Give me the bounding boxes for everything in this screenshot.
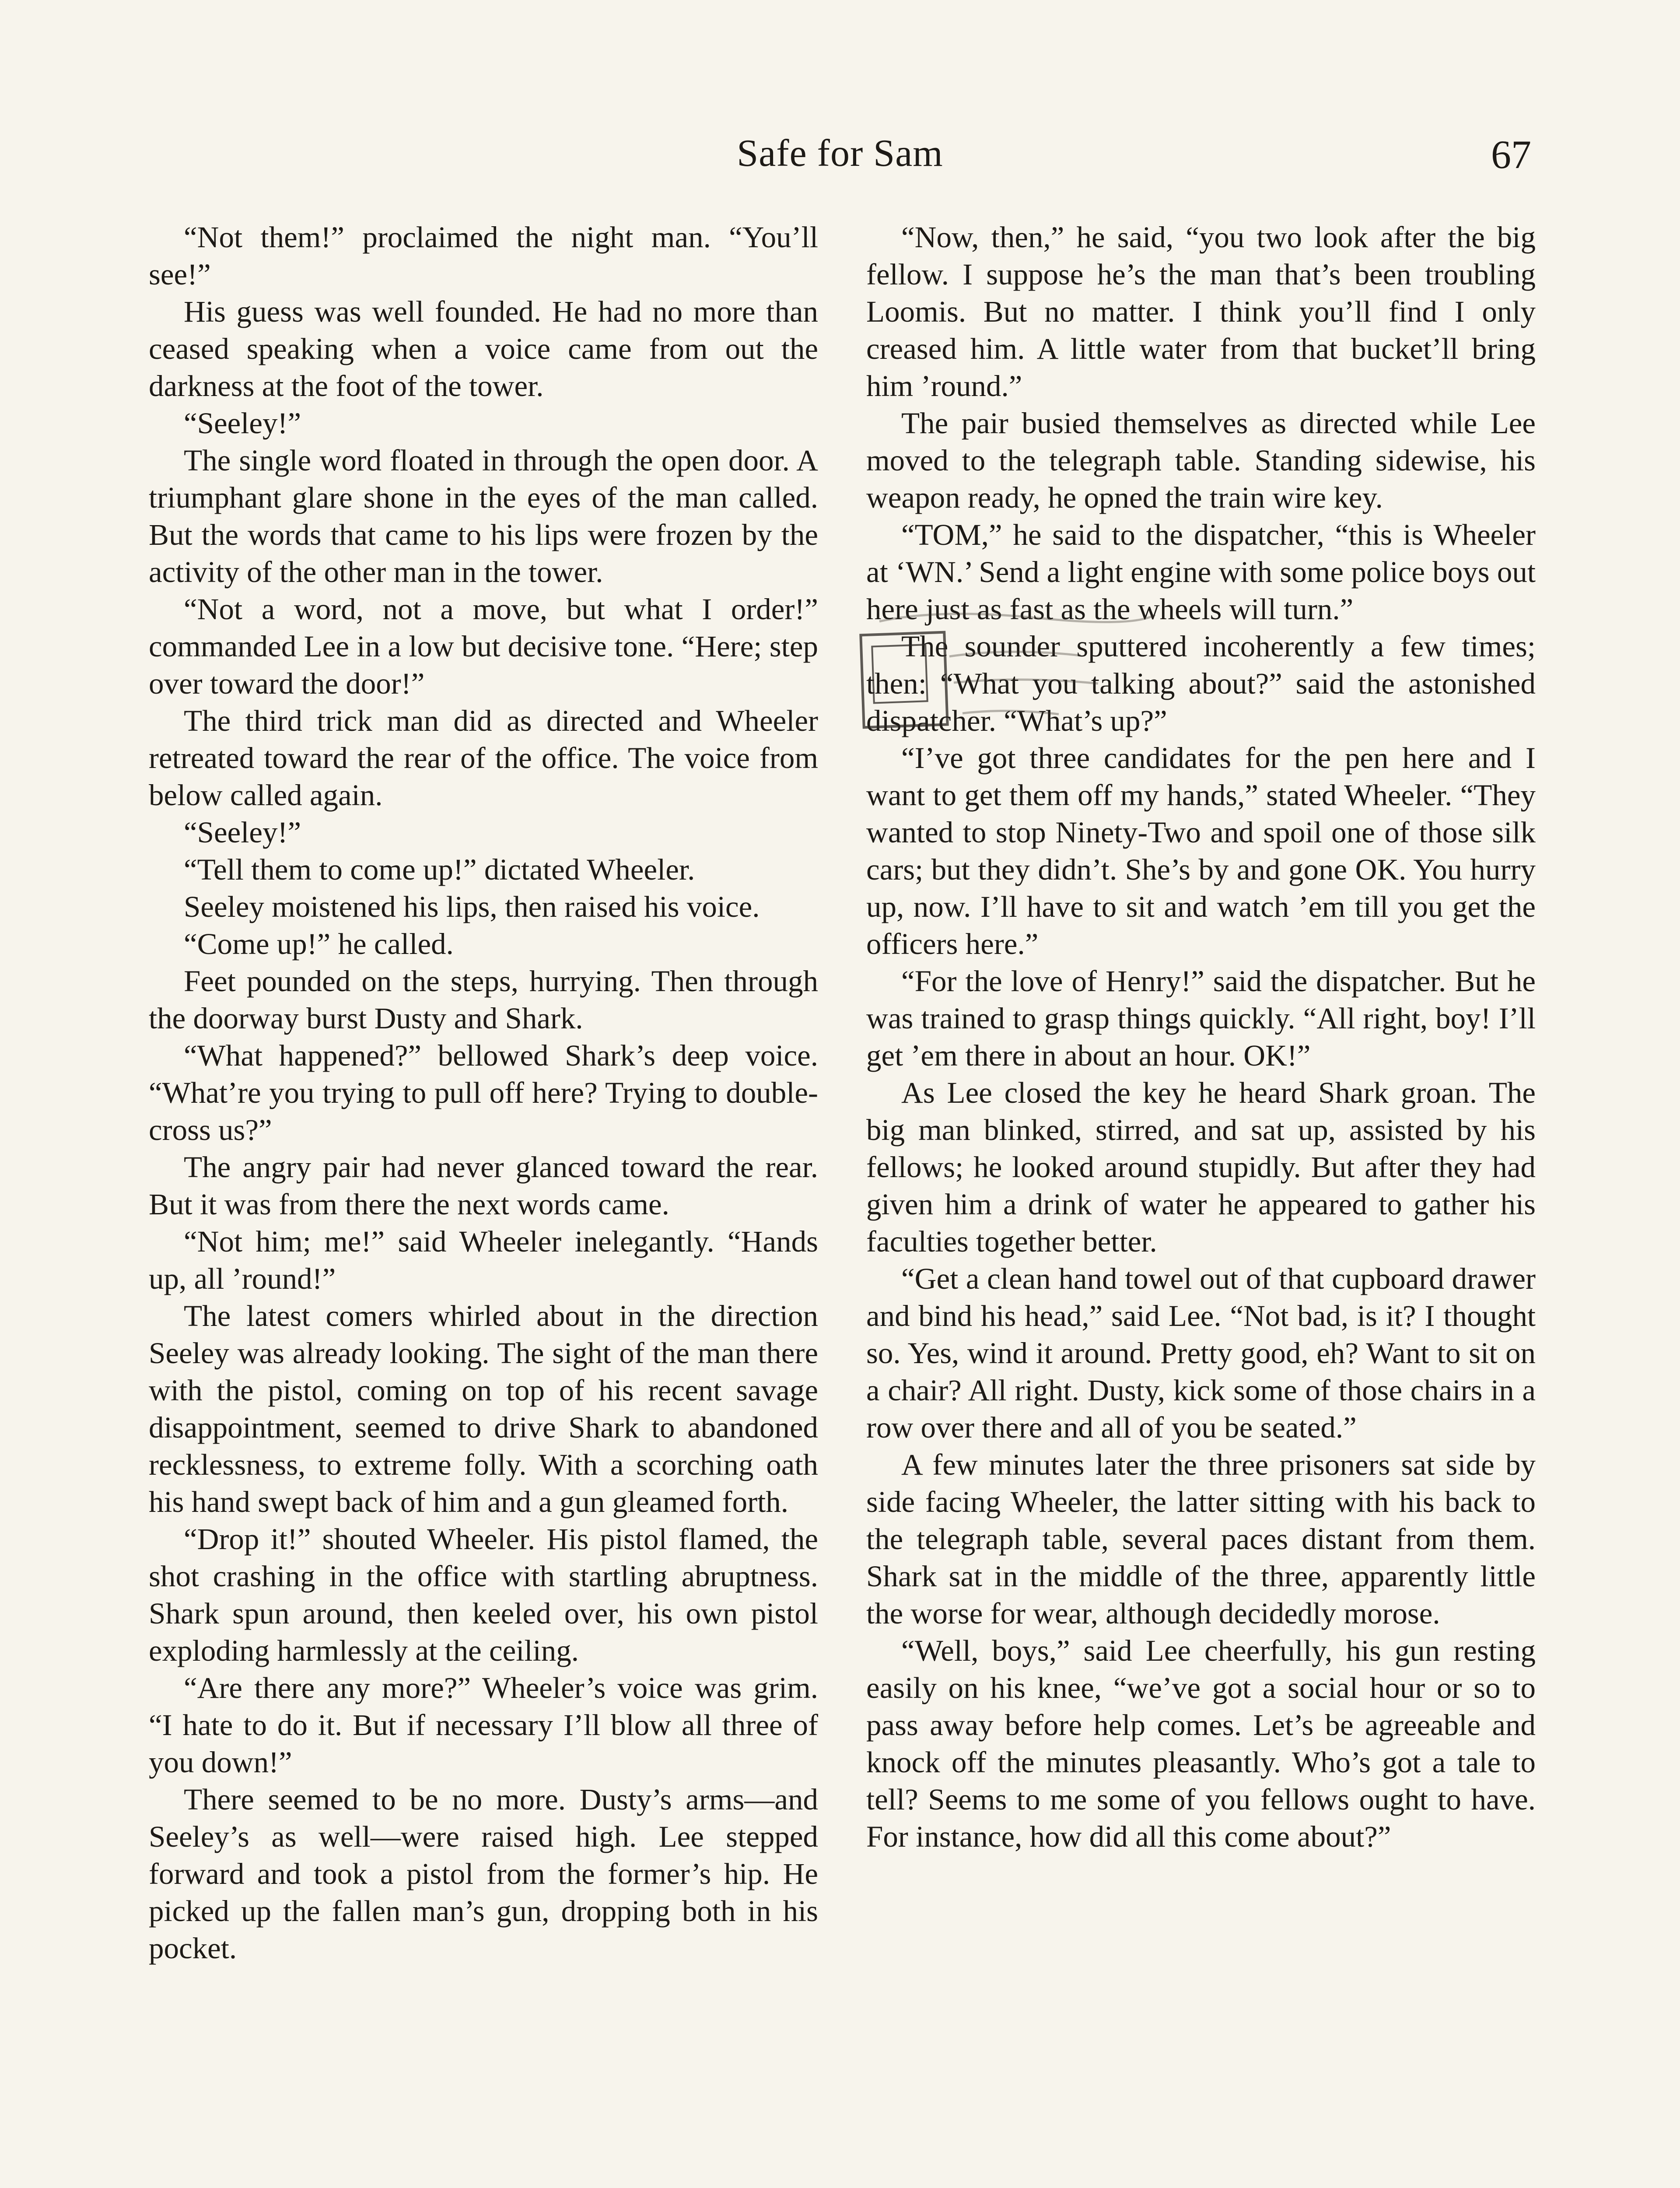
- paragraph: “TOM,” he said to the dispatcher, “this is Wheeler at ‘WN.’ Send a light engine with some police boys out here just as fast as the wheels will turn.”: [866, 518, 1536, 626]
- paragraph: “Now, then,” he said, “you two look after the big fellow. I suppose he’s the man that’s been troubling Loomis. But no matter. I think you’ll find I only creased him. A little water from that bucket’ll bring him ’round.”: [866, 221, 1536, 403]
- paragraph: “Not them!” proclaimed the night man. “You’ll see!”: [149, 221, 818, 291]
- paragraph: “Come up!” he called.: [184, 927, 454, 961]
- story-columns: [149, 219, 1536, 2188]
- paragraph: “Drop it!” shouted Wheeler. His pistol flamed, the shot crashing in the office with startling abruptness. Shark spun around, then keeled over, his own pistol exploding harmlessly at the ceiling.: [149, 1522, 818, 1667]
- paragraph: The third trick man did as directed and Wheeler retreated toward the rear of the office. The voice from below called again.: [149, 704, 818, 812]
- paragraph: “Are there any more?” Wheeler’s voice was grim. “I hate to do it. But if necessary I’ll blow all three of you down!”: [149, 1671, 818, 1779]
- paragraph: The latest comers whirled about in the direction Seeley was already looking. The sight of the man there with the pistol, coming on top of his recent savage disappointment, seemed to drive Shark to abandoned recklessness, to extreme folly. With a scorching oath his hand swept back of him and a gun gleamed forth.: [149, 1299, 818, 1518]
- paragraph: A few minutes later the three prisoners sat side by side facing Wheeler, the latter sitting with his back to the telegraph table, several paces distant from them. Shark sat in the middle of the three, apparently little the worse for wear, although decidedly morose.: [866, 1448, 1536, 1630]
- paragraph: The single word floated in through the open door. A triumphant glare shone in the eyes of the man called. But the words that came to his lips were frozen by the activity of the other man in the tower.: [149, 444, 818, 589]
- paragraph: “Get a clean hand towel out of that cupboard drawer and bind his head,” said Lee. “Not bad, is it? I thought so. Yes, wind it around. Pretty good, eh? Want to sit on a chair? All right. Dusty, kick some of those chairs in a row over there and all of you be seated.”: [866, 1262, 1536, 1444]
- paragraph: “Tell them to come up!” dictated Wheeler.: [184, 853, 695, 886]
- page-header: [149, 131, 1531, 184]
- stamp-inner-box: [871, 644, 928, 704]
- left-column: [149, 219, 818, 2188]
- page-number: 67: [1491, 132, 1531, 177]
- paragraph: “For the love of Henry!” said the dispatcher. But he was trained to grasp things quickly. “All right, boy! I’ll get ’em there in about an hour. OK!”: [866, 964, 1536, 1072]
- paragraph: “Seeley!”: [184, 407, 301, 440]
- paragraph: “Seeley!”: [184, 816, 301, 849]
- paragraph: There seemed to be no more. Dusty’s arms—and Seeley’s as well—were raised high. Lee stepped forward and took a pistol from the former’s hip. He picked up the fallen man’s gun, dropping both in his pocket.: [149, 1783, 818, 1965]
- right-column: [866, 219, 1536, 2188]
- paragraph: Seeley moistened his lips, then raised his voice.: [184, 890, 760, 923]
- paragraph: “I’ve got three candidates for the pen here and I want to get them off my hands,” stated Wheeler. “They wanted to stop Ninety-Two and spoil one of those silk cars; but they didn’t. She’s by and gone OK. You hurry up, now. I’ll have to sit and watch ’em till you get the officers here.”: [866, 741, 1536, 961]
- paragraph: As Lee closed the key he heard Shark groan. The big man blinked, stirred, and sat up, assisted by his fellows; he looked around stupidly. But after they had given him a drink of water he appeared to gather his faculties together better.: [866, 1076, 1536, 1258]
- paragraph: His guess was well founded. He had no more than ceased speaking when a voice came from out the darkness at the foot of the tower.: [149, 295, 818, 403]
- paragraph: “Not a word, not a move, but what I order!” commanded Lee in a low but decisive tone. “Here; step over toward the door!”: [149, 593, 818, 700]
- paragraph: “Well, boys,” said Lee cheerfully, his gun resting easily on his knee, “we’ve got a social hour or so to pass away before help comes. Let’s be agreeable and knock off the minutes pleasantly. Who’s got a tale to tell? Seems to me some of you fellows ought to have. For instance, how did all this come about?”: [866, 1634, 1536, 1853]
- paragraph: “What happened?” bellowed Shark’s deep voice. “What’re you trying to pull off here? Trying to double-cross us?”: [149, 1039, 818, 1147]
- paragraph: The angry pair had never glanced toward the rear. But it was from there the next words came.: [149, 1150, 818, 1221]
- library-stamp: [859, 631, 948, 729]
- paragraph: “Not him; me!” said Wheeler inelegantly. “Hands up, all ’round!”: [149, 1225, 818, 1295]
- paragraph: The sounder sputtered incoherently a few times; then: “What you talking about?” said the astonished dispatcher. “What’s up?”: [866, 630, 1536, 737]
- paragraph: Feet pounded on the steps, hurrying. Then through the doorway burst Dusty and Shark.: [149, 964, 818, 1035]
- running-title: Safe for Sam: [737, 132, 943, 175]
- paragraph: The pair busied themselves as directed while Lee moved to the telegraph table. Standing sidewise, his weapon ready, he opned the train wire key.: [866, 407, 1536, 514]
